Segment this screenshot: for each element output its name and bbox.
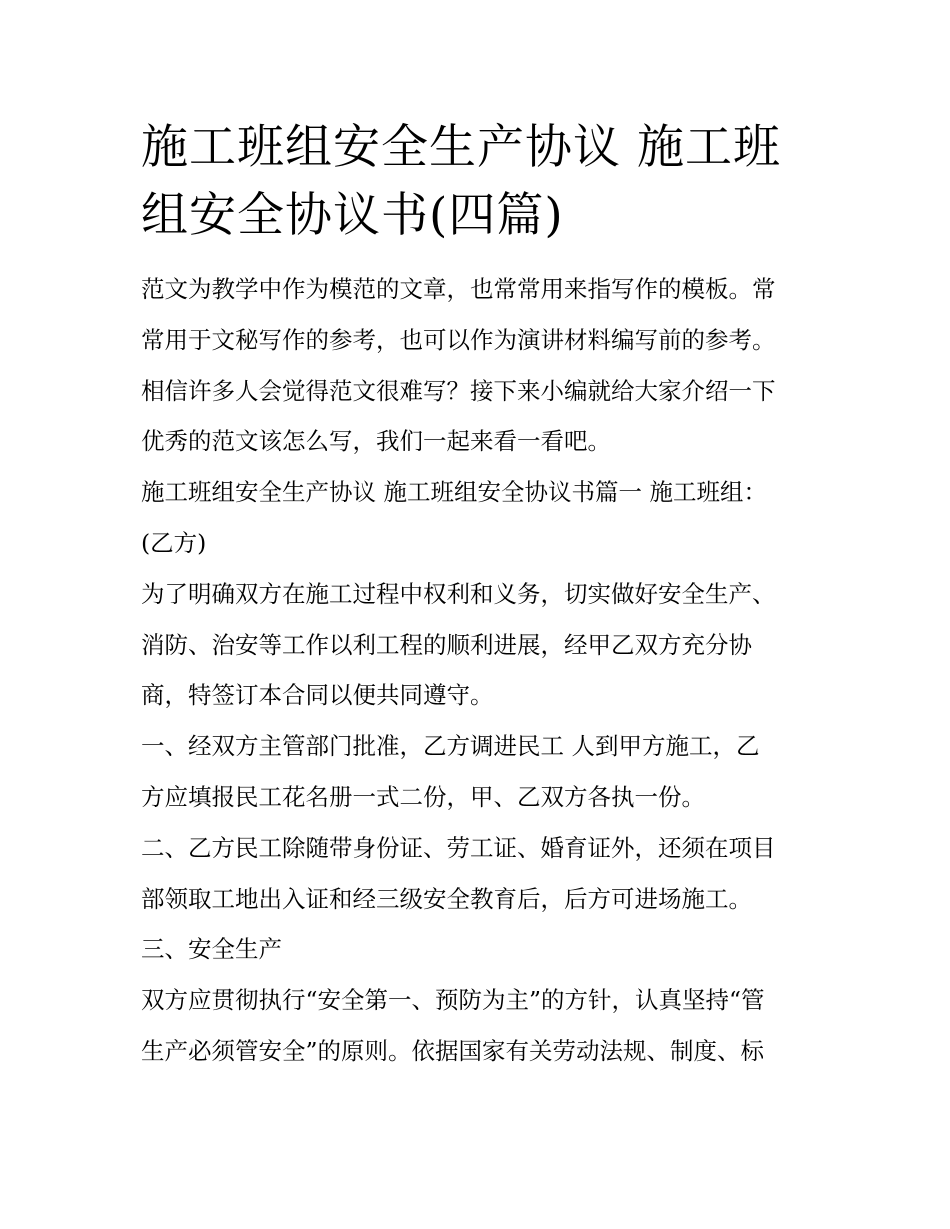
body-line-1: 范文为教学中作为模范的文章，也常常用来指写作的模板。常: [141, 275, 776, 303]
body-line-9: 商，特签订本合同以便共同遵守。: [141, 681, 494, 710]
clause-2-line-2: 部领取工地出入证和经三级安全教育后，后方可进场施工。: [141, 884, 752, 913]
clause-1-line-1: 一、经双方主管部门批准，乙方调进民工 人到甲方施工，乙: [141, 732, 760, 761]
body-line-4: 优秀的范文该怎么写，我们一起来看一看吧。: [141, 427, 611, 456]
clause-2-line-1: 二、乙方民工除随带身份证、劳工证、婚育证外，还须在项目: [141, 833, 776, 862]
section-heading-line: 施工班组安全生产协议 施工班组安全协议书篇一 施工班组：: [141, 478, 767, 507]
body-line-8: 消防、治安等工作以利工程的顺利进展，经甲乙双方充分协: [141, 630, 752, 659]
title-line-2: 组安全协议书(四篇): [141, 188, 564, 243]
document-title: [141, 114, 813, 250]
body-line-3: 相信许多人会觉得范文很难写？接下来小编就给大家介绍一下: [141, 376, 776, 405]
document-body: [141, 264, 813, 1077]
body-line-2: 常用于文秘写作的参考，也可以作为演讲材料编写前的参考。: [141, 325, 776, 354]
party-b-line: (乙方): [141, 528, 207, 557]
body-line-7: 为了明确双方在施工过程中权利和义务，切实做好安全生产、: [141, 579, 776, 608]
document-content: [141, 114, 813, 1077]
clause-1-line-2: 方应填报民工花名册一式二份，甲、乙双方各执一份。: [141, 782, 705, 811]
clause-3-heading: 三、安全生产: [141, 935, 282, 964]
clause-3-line-2: 生产必须管安全”的原则。依据国家有关劳动法规、制度、标: [141, 1036, 765, 1065]
clause-3-line-1: 双方应贯彻执行“安全第一、预防为主”的方针，认真坚持“管: [141, 986, 765, 1015]
title-line-1: 施工班组安全生产协议 施工班: [141, 120, 781, 175]
